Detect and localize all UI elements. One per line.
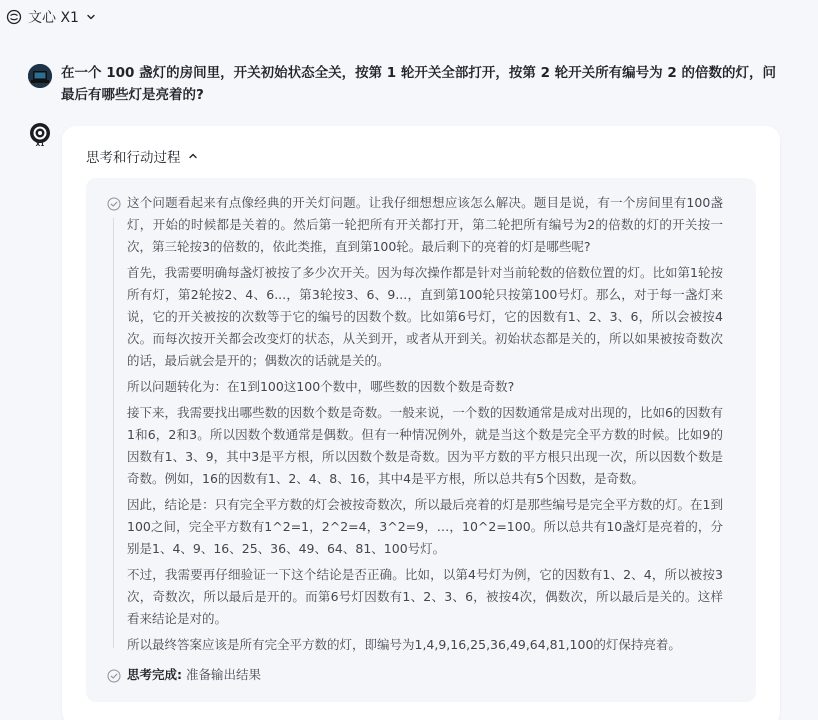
thinking-toggle[interactable] [86, 146, 199, 166]
chevron-down-icon [85, 11, 97, 23]
bot-avatar [27, 122, 53, 148]
done-text: 准备输出结果 [185, 667, 261, 682]
thinking-paragraph: 所以最终答案应该是所有完全平方数的灯，即编号为1,4,9,16,25,36,49,64,81,100的灯保持亮着。 [127, 637, 681, 652]
thinking-done [127, 664, 261, 686]
user-message [28, 62, 798, 106]
thinking-paragraph: 首先，我需要明确每盏灯被按了多少次开关。因为每次操作都是针对当前轮数的倍数位置的灯。比如第1轮按所有灯，第2轮按2、4、6...，第3轮按3、6、9...，直到第100轮只按第100号灯。那么，对于每一盏灯来说，它的开关被按的次数等于它的编号的因数个数。比如第6号灯，它的因数有1、2、3、6，所以会被按4次。而每次按开关都会改变灯的状态，从关到开，或者从开到关。初始状态都是关的，所以如果被按奇数次的话，最后就会是开的；偶数次的话就是关的。 [127, 265, 723, 368]
thinking-paragraph: 所以问题转化为：在1到100这100个数中，哪些数的因数个数是奇数? [127, 379, 515, 394]
wenxin-logo-icon [6, 9, 22, 25]
model-name: 文心 X1 [28, 10, 79, 26]
done-label: 思考完成: [127, 667, 182, 682]
thinking-paragraph: 接下来，我需要找出哪些数的因数个数是奇数。一般来说，一个数的因数通常是成对出现的，比如6的因数有1和6，2和3。所以因数个数通常是偶数。但有一种情况例外，就是当这个数是完全平方数的时候。比如9的因数有1、3、9，其中3是平方根，所以因数个数是奇数。因为平方数的平方根只出现一次，所以因数个数是奇数。例如，16的因数有1、2、4、8、16，其中4是平方根，所以总共有5个因数，是奇数。 [127, 405, 723, 486]
thinking-content [127, 192, 723, 660]
thinking-paragraph: 这个问题看起来有点像经典的开关灯问题。让我仔细想想应该怎么解决。题目是说，有一个房间里有100盏灯，开始的时候都是关着的。然后第一轮把所有开关都打开，第二轮把所有编号为2的倍数的灯的开关按一次，第三轮按3的倍数的，依此类推，直到第100轮。最后剩下的亮着的灯是哪些呢? [127, 195, 723, 254]
thinking-panel [86, 178, 756, 702]
check-circle-icon [107, 196, 121, 210]
model-switcher[interactable] [0, 0, 818, 34]
thinking-paragraph: 不过，我需要再仔细验证一下这个结论是否正确。比如，以第4号灯为例，它的因数有1、2、4，所以被按3次，奇数次，所以最后是开的。而第6号灯因数有1、2、3、6，被按4次，偶数次，所以最后是关的。这样看来结论是对的。 [127, 567, 723, 626]
thinking-paragraph: 因此，结论是：只有完全平方数的灯会被按奇数次，所以最后亮着的灯是那些编号是完全平方数的灯。在1到100之间，完全平方数有1^2=1，2^2=4，3^2=9，…，10^2=100。所以总共有10盏灯是亮着的，分别是1、4、9、16、25、36、49、64、81、100号灯。 [127, 497, 723, 556]
user-question: 在一个 100 盏灯的房间里，开关初始状态全关，按第 1 轮开关全部打开，按第 2 轮开关所有编号为 2 的倍数的灯，问最后有哪些灯是亮着的? [61, 65, 776, 103]
chevron-up-icon [187, 150, 199, 162]
thinking-title: 思考和行动过程 [86, 150, 181, 166]
bot-badge: X1 [35, 141, 45, 148]
user-avatar [28, 64, 52, 88]
timeline-line [113, 218, 114, 648]
answer-card [62, 126, 780, 720]
check-circle-icon [107, 668, 121, 682]
